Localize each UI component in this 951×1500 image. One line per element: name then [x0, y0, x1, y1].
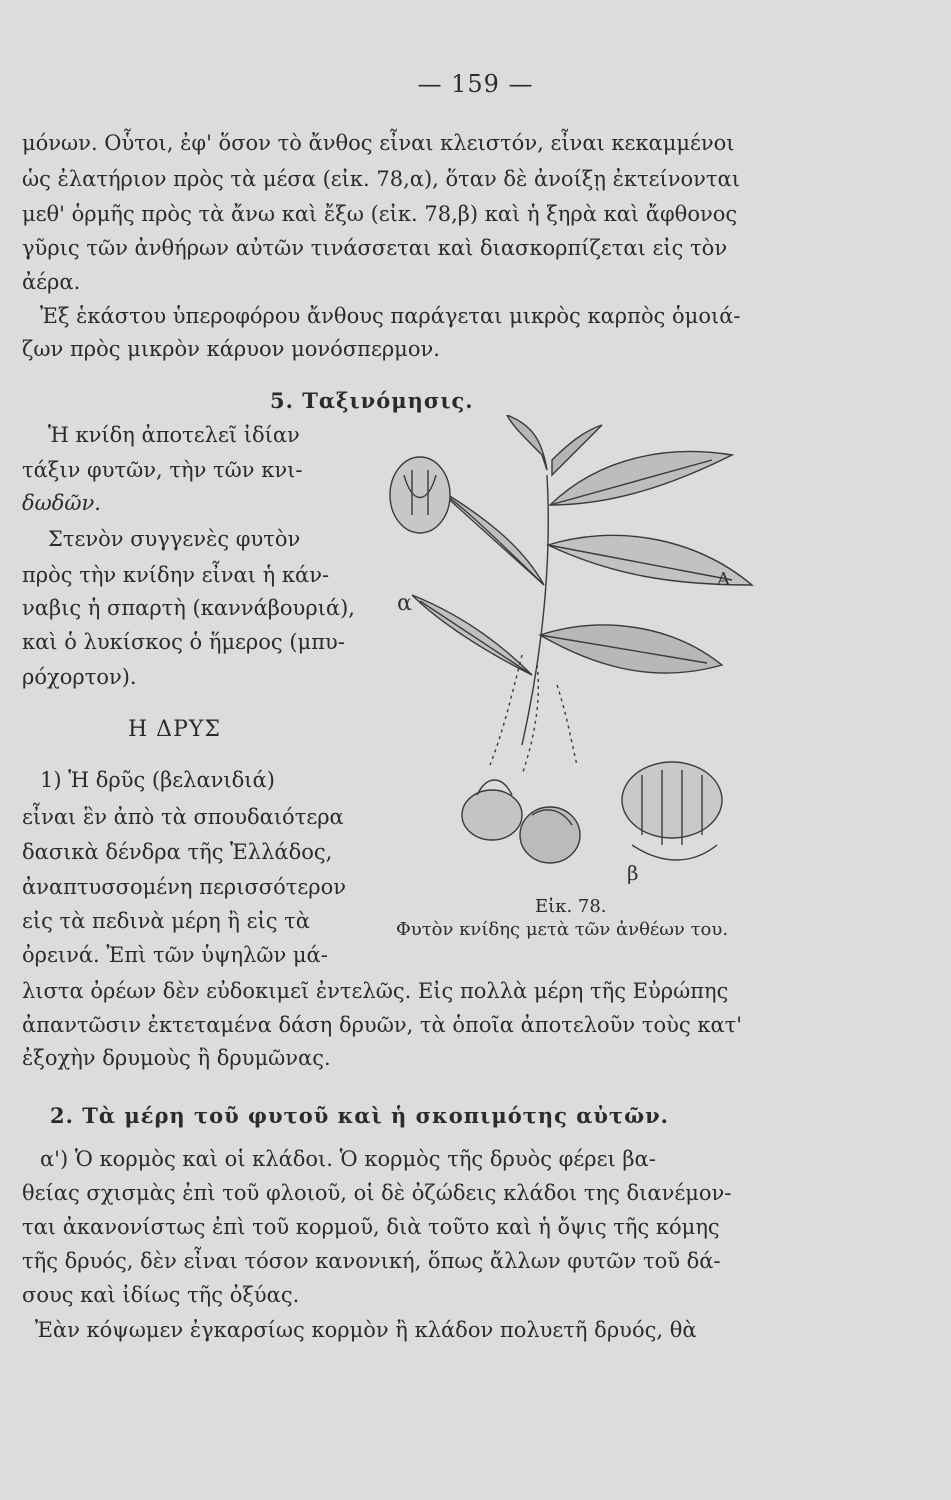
section-heading: 5. Ταξινόμησις.	[270, 388, 474, 413]
text-line: ζων πρὸς μικρὸν κάρυον μονόσπερμον.	[22, 337, 440, 361]
nettle-figure	[372, 415, 792, 910]
text-line: τῆς δρυός, δὲν εἶναι τόσον κανονική, ὅπως ἄλλων φυτῶν τοῦ δά-	[22, 1249, 721, 1273]
text-line: ἀπαντῶσιν ἐκτεταμένα δάση δρυῶν, τὰ ὁποῖα ἀποτελοῦν τοὺς κατ'	[22, 1013, 743, 1037]
text-line: μόνων. Οὗτοι, ἐφ' ὅσον τὸ ἄνθος εἶναι κλειστόν, εἶναι κεκαμμένοι	[22, 131, 735, 155]
text-line: ἀέρα.	[22, 270, 81, 294]
section-title-drys: Η ΔΡΥΣ	[128, 717, 221, 742]
nettle-illustration	[372, 415, 792, 910]
text-line: εἶναι ἓν ἀπὸ τὰ σπουδαιότερα	[22, 805, 344, 829]
figure-letter-A: Α	[717, 569, 730, 590]
text-line: τάξιν φυτῶν, τὴν τῶν κνι-	[22, 458, 303, 482]
text-line: μεθ' ὁρμῆς πρὸς τὰ ἄνω καὶ ἔξω (εἰκ. 78,β) καὶ ἡ ξηρὰ καὶ ἄφθονος	[22, 202, 738, 226]
text-line: ὀρεινά. Ἐπὶ τῶν ὑψηλῶν μά-	[22, 943, 328, 967]
text-line: Στενὸν συγγενὲς φυτὸν	[48, 527, 301, 551]
text-line: Ἡ κνίδη ἀποτελεῖ ἰδίαν	[48, 423, 300, 447]
text-line: λιστα ὀρέων δὲν εὐδοκιμεῖ ἐντελῶς. Εἰς πολλὰ μέρη τῆς Εὐρώπης	[22, 979, 729, 1003]
text-line: Ἐξ ἑκάστου ὑπεροφόρου ἄνθους παράγεται μικρὸς καρπὸς ὁμοιά-	[40, 304, 741, 328]
text-line: σους καὶ ἰδίως τῆς ὀξύας.	[22, 1283, 300, 1307]
text-line: 1) Ἡ δρῦς (βελανιδιά)	[40, 768, 275, 792]
text-line: ὡς ἐλατήριον πρὸς τὰ μέσα (εἰκ. 78,α), ὅταν δὲ ἀνοίξῃ ἐκτείνονται	[22, 167, 740, 191]
figure-letter-beta: β	[627, 861, 639, 885]
text-line: ἀναπτυσσομένη περισσότερον	[22, 875, 347, 899]
text-line: θείας σχισμὰς ἐπὶ τοῦ φλοιοῦ, οἱ δὲ ὀζώδεις κλάδοι της διανέμον-	[22, 1181, 732, 1205]
text-line: καὶ ὁ λυκίσκος ὁ ἥμερος (μπυ-	[22, 630, 345, 654]
figure-letter-alpha: α	[397, 591, 412, 616]
text-line: δωδῶν.	[22, 491, 101, 515]
section-heading: 2. Τὰ μέρη τοῦ φυτοῦ καὶ ἡ σκοπιμότης αὐτῶν.	[50, 1103, 669, 1128]
text-line: ναβις ἡ σπαρτὴ (καννάβουριά),	[22, 596, 355, 620]
text-line: δασικὰ δένδρα τῆς Ἑλλάδος,	[22, 840, 333, 864]
figure-caption: Φυτὸν κνίδης μετὰ τῶν ἀνθέων του.	[396, 919, 729, 940]
text-line: ται ἀκανονίστως ἐπὶ τοῦ κορμοῦ, διὰ τοῦτο καὶ ἡ ὄψις τῆς κόμης	[22, 1215, 720, 1239]
text-line: εἰς τὰ πεδινὰ μέρη ἢ εἰς τὰ	[22, 909, 310, 933]
figure-label: Εἰκ. 78.	[535, 896, 607, 917]
text-line: α') Ὁ κορμὸς καὶ οἱ κλάδοι. Ὁ κορμὸς τῆς δρυὸς φέρει βα-	[40, 1147, 656, 1171]
text-line: πρὸς τὴν κνίδην εἶναι ἡ κάν-	[22, 563, 330, 587]
page-number: — 159 —	[417, 70, 534, 98]
text-line: Ἐὰν κόψωμεν ἐγκαρσίως κορμὸν ἢ κλάδον πολυετῆ δρυός, θὰ	[35, 1318, 697, 1342]
text-line: ρόχορτον).	[22, 665, 137, 689]
text-line: γῦρις τῶν ἀνθήρων αὐτῶν τινάσσεται καὶ διασκορπίζεται εἰς τὸν	[22, 236, 728, 260]
text-line: ἐξοχὴν δρυμοὺς ἢ δρυμῶνας.	[22, 1046, 331, 1070]
